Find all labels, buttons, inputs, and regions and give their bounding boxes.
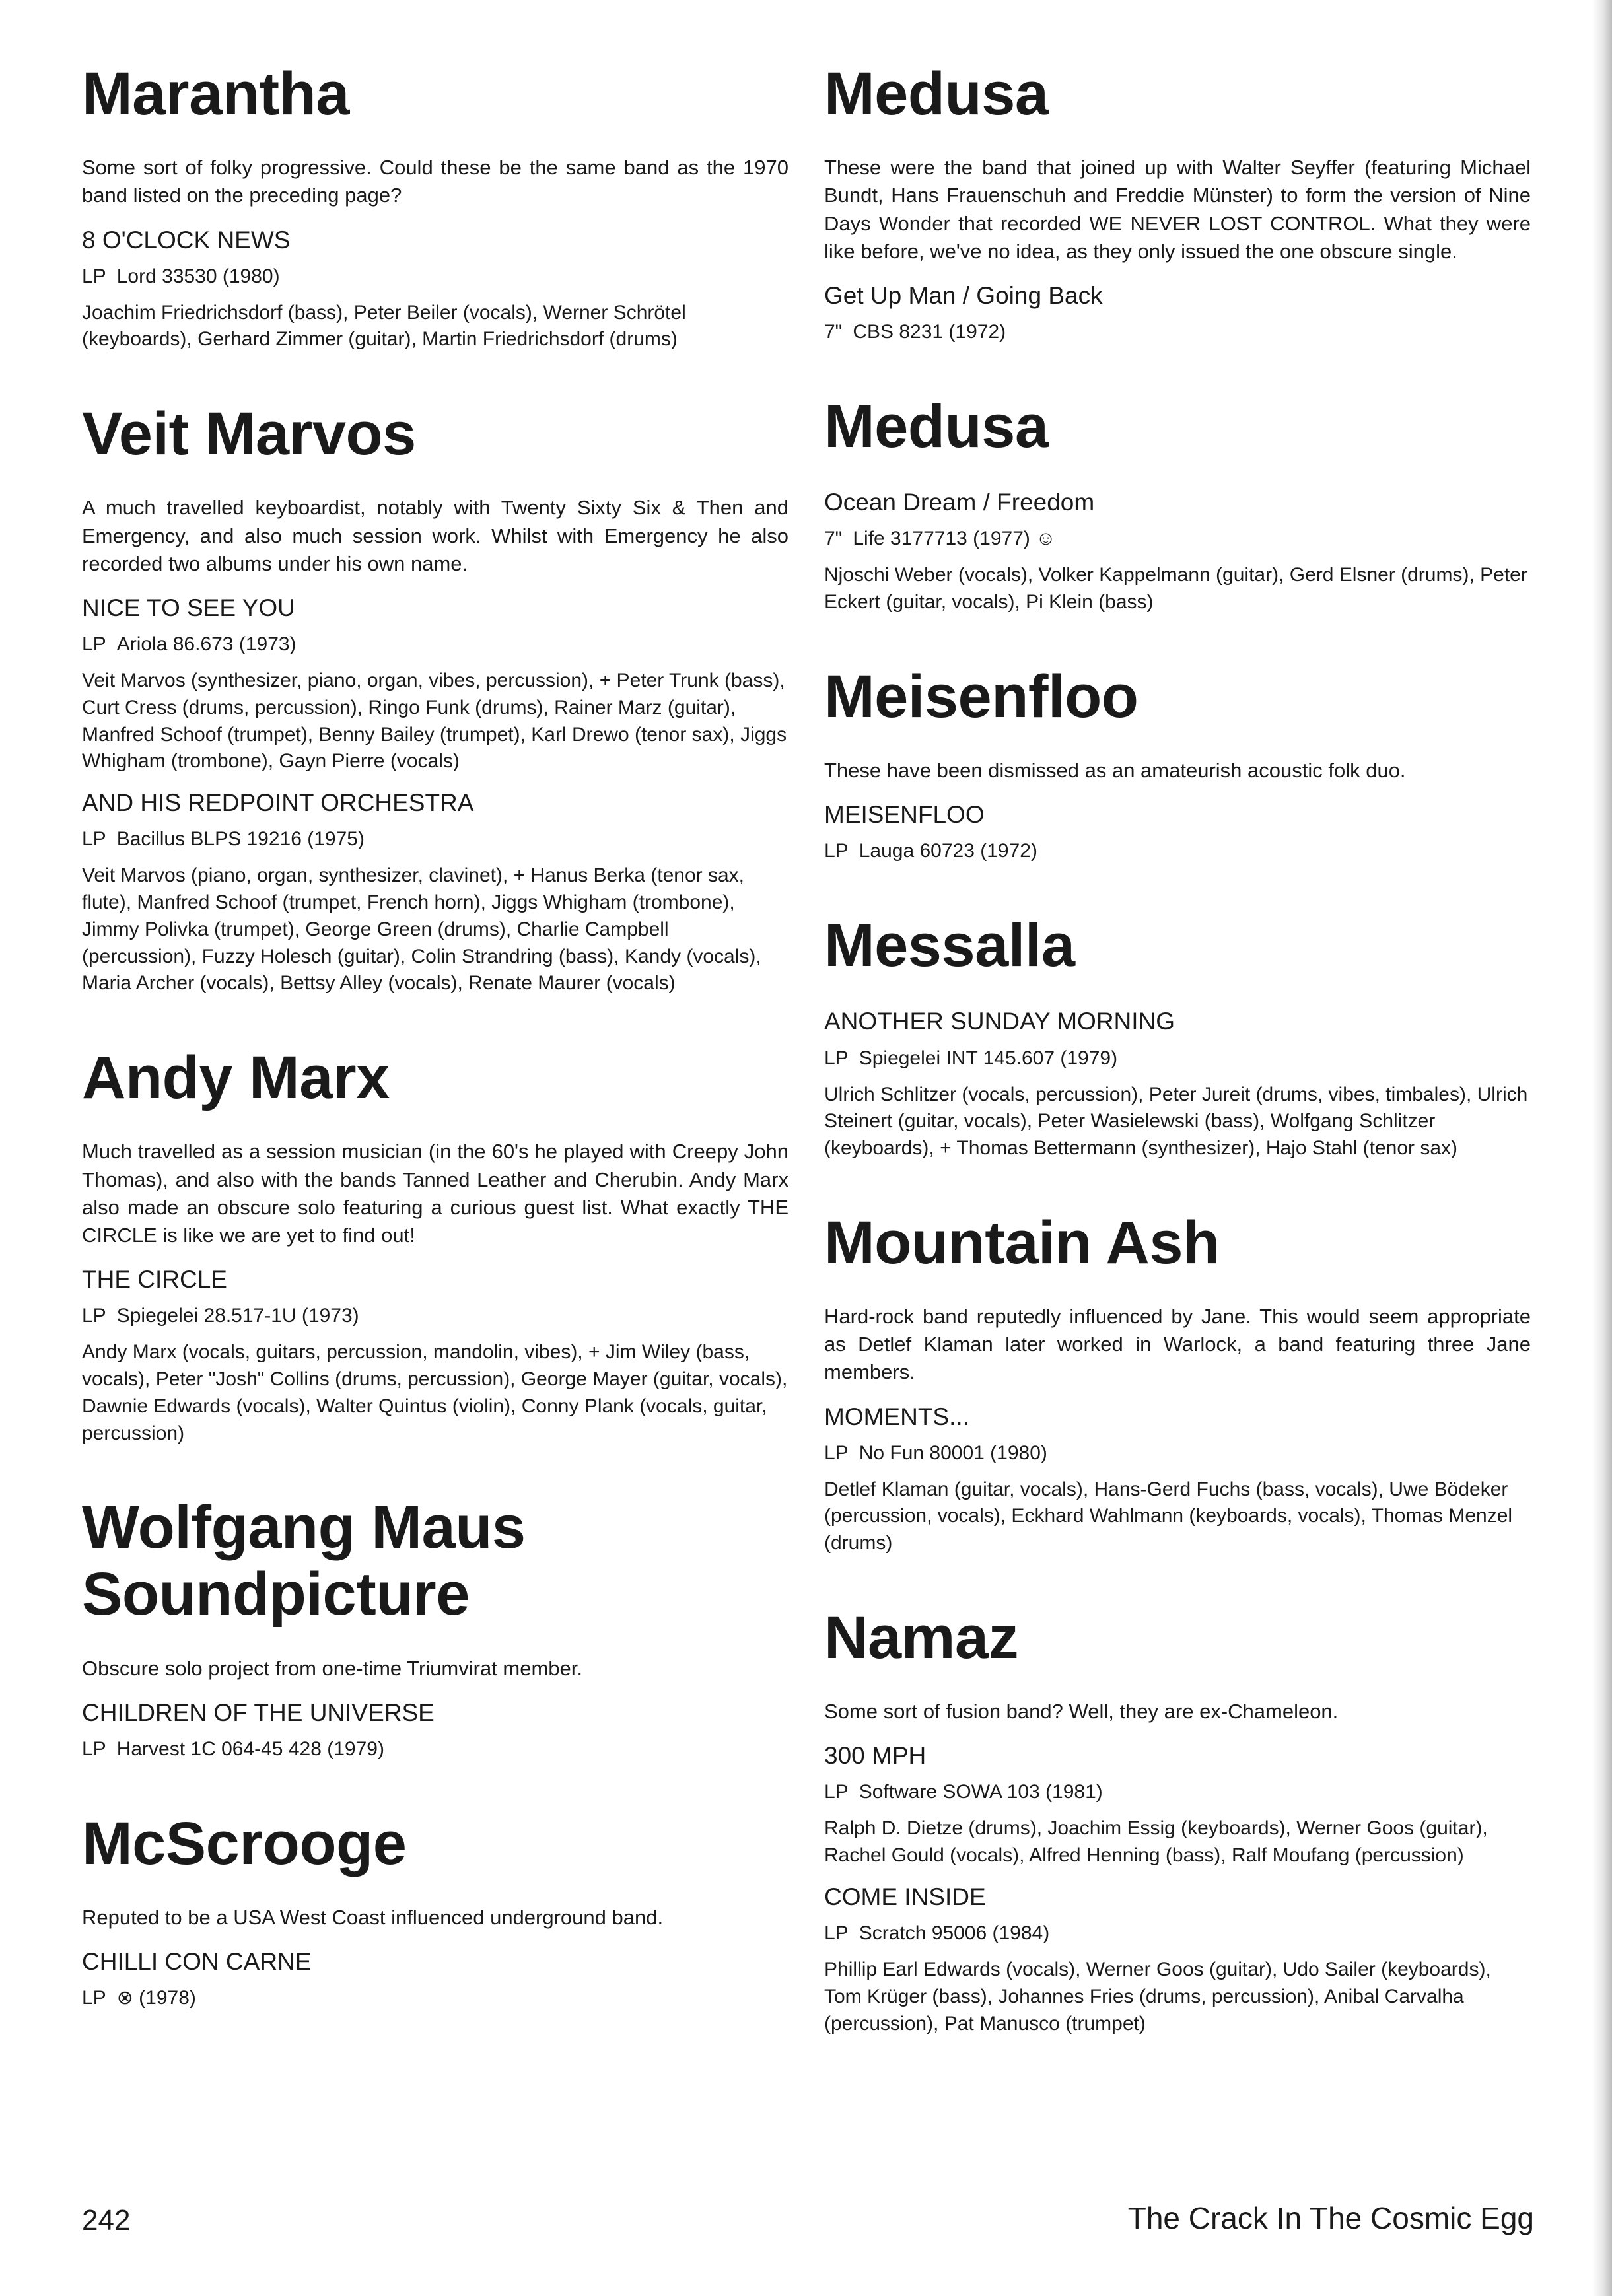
band-name: Meisenfloo bbox=[824, 662, 1139, 730]
release-format: LP bbox=[82, 265, 106, 287]
album-entry bbox=[824, 1401, 1531, 1557]
album-entry bbox=[824, 1740, 1531, 1869]
release-label: Spiegelei 28.517-1U (1973) bbox=[116, 1305, 359, 1327]
band-description: These were the band that joined up with Walter Seyffer (featuring Michael Bundt, Hans Frauenschuh and Freddie Münster) to form the version of Nine Days Wonder that recorded WE NEVER LOST CONTROL. What they were like before, we've no idea, as they only issued the one obscure single. bbox=[824, 156, 1531, 263]
page-edge-shadow bbox=[1592, 0, 1612, 2296]
release-label: ⊗ (1978) bbox=[116, 1987, 196, 2009]
release-info bbox=[82, 263, 788, 291]
band-entry bbox=[82, 1811, 788, 2012]
album-entry bbox=[82, 1697, 788, 1763]
book-title: The Crack In The Cosmic Egg bbox=[1127, 2201, 1534, 2235]
album-title: CHILDREN OF THE UNIVERSE bbox=[82, 1698, 435, 1726]
album-entry bbox=[82, 787, 788, 997]
album-entry bbox=[824, 1006, 1531, 1162]
release-format: LP bbox=[824, 1781, 849, 1803]
band-description: Much travelled as a session musician (in the 60's he played with Creepy John Thomas), and also with the bands Tanned Leather and Cherubin. Andy Marx also made an obscure solo featuring a curious guest list. What exactly THE CIRCLE is like we are yet to find out! bbox=[82, 1140, 788, 1247]
release-label: Bacillus BLPS 19216 (1975) bbox=[116, 828, 365, 851]
release-label: Ariola 86.673 (1973) bbox=[116, 633, 297, 655]
release-info bbox=[824, 837, 1531, 865]
band-name: Namaz bbox=[824, 1604, 1019, 1672]
album-title: Ocean Dream / Freedom bbox=[824, 489, 1095, 516]
band-name: Medusa bbox=[824, 60, 1049, 127]
lineup: Joachim Friedrichsdorf (bass), Peter Beiler (vocals), Werner Schrötel (keyboards), Gerhard Zimmer (guitar), Martin Friedrichsdorf (drums) bbox=[82, 301, 686, 351]
band-entry bbox=[82, 401, 788, 997]
release-info bbox=[82, 631, 788, 658]
release-info bbox=[82, 1984, 788, 2012]
release-info bbox=[82, 1302, 788, 1330]
album-title: MEISENFLOO bbox=[824, 801, 985, 829]
album-entry bbox=[824, 799, 1531, 865]
band-description: These have been dismissed as an amateurish acoustic folk duo. bbox=[824, 758, 1406, 782]
lineup: Veit Marvos (piano, organ, synthesizer, clavinet), + Hanus Berka (tenor sax, flute), Manfred Schoof (trumpet, French horn), Jiggs Whigham (trombone), Jimmy Polivka (trumpet), George Green (drums), Charlie Campbell (percussion), Fuzzy Holesch (guitar), Colin Strandring (bass), Kandy (vocals), Maria Archer (vocals), Bettsy Alley (vocals), Renate Maurer (vocals) bbox=[82, 864, 761, 994]
band-description: A much travelled keyboardist, notably with Twenty Sixty Six & Then and Emergency, and also much session work. Whilst with Emergency he also recorded two albums under his own name. bbox=[82, 496, 788, 575]
band-entry bbox=[82, 1494, 788, 1763]
release-label: Harvest 1C 064-45 428 (1979) bbox=[116, 1737, 384, 1760]
band-name: Andy Marx bbox=[82, 1044, 390, 1112]
release-label: Scratch 95006 (1984) bbox=[859, 1922, 1050, 1945]
band-entry bbox=[82, 61, 788, 353]
album-title: MOMENTS... bbox=[824, 1403, 969, 1430]
lineup: Detlef Klaman (guitar, vocals), Hans-Gerd Fuchs (bass, vocals), Uwe Bödeker (percussion, vocals), Eckhard Wahlmann (keyboards, vocals), Thomas Menzel (drums) bbox=[824, 1478, 1513, 1554]
release-info bbox=[82, 1735, 788, 1763]
release-format: LP bbox=[824, 1922, 849, 1945]
band-name: McScrooge bbox=[82, 1809, 407, 1877]
lineup: Ralph D. Dietze (drums), Joachim Essig (keyboards), Werner Goos (guitar), Rachel Gould (vocals), Alfred Henning (bass), Ralf Moufang (percussion) bbox=[824, 1817, 1488, 1867]
album-entry bbox=[82, 1264, 788, 1447]
band-entry bbox=[824, 61, 1531, 346]
release-format: LP bbox=[82, 1305, 106, 1327]
release-format: LP bbox=[824, 1442, 849, 1464]
release-info bbox=[824, 525, 1531, 553]
lineup: Andy Marx (vocals, guitars, percussion, mandolin, vibes), + Jim Wiley (bass, vocals), Peter "Josh" Collins (drums, percussion), George Mayer (guitar, vocals), Dawnie Edwards (vocals), Walter Quintus (violin), Conny Plank (vocals, guitar, percussion) bbox=[82, 1341, 788, 1444]
lineup: Ulrich Schlitzer (vocals, percussion), Peter Jureit (drums, vibes, timbales), Ulrich Steinert (guitar, vocals), Peter Wasielewski (bass), Wolfgang Schlitzer (keyboards), + Thomas Bettermann (synthesizer), Hajo Stahl (tenor sax) bbox=[824, 1083, 1528, 1160]
page-number: 242 bbox=[82, 2204, 131, 2237]
album-title: 8 O'CLOCK NEWS bbox=[82, 226, 291, 254]
release-label: Life 3177713 (1977) ☺ bbox=[853, 528, 1056, 550]
release-label: No Fun 80001 (1980) bbox=[859, 1442, 1047, 1464]
band-entry bbox=[824, 913, 1531, 1162]
band-name: Marantha bbox=[82, 60, 349, 127]
release-format: LP bbox=[82, 1737, 106, 1760]
album-title: CHILLI CON CARNE bbox=[82, 1948, 312, 1976]
right-column bbox=[824, 26, 1531, 2085]
band-entry bbox=[824, 1210, 1531, 1557]
release-format: LP bbox=[82, 1987, 106, 2009]
release-info bbox=[824, 1778, 1531, 1806]
band-name: Wolfgang Maus Soundpicture bbox=[82, 1494, 526, 1628]
album-entry bbox=[824, 1881, 1531, 2037]
lineup: Veit Marvos (synthesizer, piano, organ, vibes, percussion), + Peter Trunk (bass), Curt Cress (drums, percussion), Ringo Funk (drums), Rainer Marz (guitar), Manfred Schoof (trumpet), Benny Bailey (trumpet), Karl Drewo (tenor sax), Jiggs Whigham (trombone), Gayn Pierre (vocals) bbox=[82, 669, 787, 773]
band-description: Hard-rock band reputedly influenced by Jane. This would seem appropriate as Detlef Klaman later worked in Warlock, a band featuring three Jane members. bbox=[824, 1305, 1531, 1384]
release-format: 7" bbox=[824, 320, 843, 343]
band-description: Reputed to be a USA West Coast influenced underground band. bbox=[82, 1906, 664, 1930]
album-title: THE CIRCLE bbox=[82, 1266, 227, 1294]
band-description: Some sort of folky progressive. Could these be the same band as the 1970 band listed on the preceding page? bbox=[82, 156, 788, 207]
album-title: ANOTHER SUNDAY MORNING bbox=[824, 1008, 1175, 1035]
release-info bbox=[824, 1045, 1531, 1072]
band-name: Messalla bbox=[824, 912, 1075, 980]
release-format: LP bbox=[82, 633, 106, 655]
release-info bbox=[824, 1440, 1531, 1467]
lineup: Njoschi Weber (vocals), Volker Kappelmann (guitar), Gerd Elsner (drums), Peter Eckert (guitar, vocals), Pi Klein (bass) bbox=[824, 564, 1527, 613]
album-title: Get Up Man / Going Back bbox=[824, 281, 1103, 309]
album-title: COME INSIDE bbox=[824, 1883, 986, 1911]
release-format: LP bbox=[824, 840, 849, 862]
release-label: Software SOWA 103 (1981) bbox=[859, 1781, 1103, 1803]
release-label: Spiegelei INT 145.607 (1979) bbox=[859, 1047, 1118, 1069]
release-format: LP bbox=[824, 1047, 849, 1069]
release-label: Lord 33530 (1980) bbox=[116, 265, 280, 287]
album-title: NICE TO SEE YOU bbox=[82, 594, 295, 621]
release-info bbox=[824, 318, 1531, 346]
band-description: Obscure solo project from one-time Triumvirat member. bbox=[82, 1656, 583, 1680]
band-entry bbox=[824, 1605, 1531, 2038]
album-title: 300 MPH bbox=[824, 1742, 927, 1770]
release-label: CBS 8231 (1972) bbox=[853, 320, 1006, 343]
album-entry bbox=[824, 487, 1531, 616]
release-info bbox=[824, 1920, 1531, 1947]
album-entry bbox=[82, 592, 788, 775]
album-entry bbox=[824, 280, 1531, 346]
album-entry bbox=[82, 225, 788, 354]
band-entry bbox=[824, 664, 1531, 865]
band-description: Some sort of fusion band? Well, they are ex-Chameleon. bbox=[824, 1700, 1339, 1723]
band-entry bbox=[824, 394, 1531, 616]
release-label: Lauga 60723 (1972) bbox=[859, 840, 1037, 862]
band-entry bbox=[82, 1045, 788, 1447]
release-format: 7" bbox=[824, 528, 843, 550]
band-name: Veit Marvos bbox=[82, 400, 416, 468]
lineup: Phillip Earl Edwards (vocals), Werner Goos (guitar), Udo Sailer (keyboards), Tom Krüger (bass), Johannes Fries (drums, percussion), Anibal Carvalha (percussion), Pat Manusco (trumpet) bbox=[824, 1959, 1491, 2035]
release-info bbox=[82, 825, 788, 853]
release-format: LP bbox=[82, 828, 106, 851]
album-entry bbox=[82, 1946, 788, 2012]
album-title: AND HIS REDPOINT ORCHESTRA bbox=[82, 789, 474, 817]
band-name: Medusa bbox=[824, 392, 1049, 460]
left-column bbox=[82, 26, 788, 2060]
band-name: Mountain Ash bbox=[824, 1208, 1220, 1276]
